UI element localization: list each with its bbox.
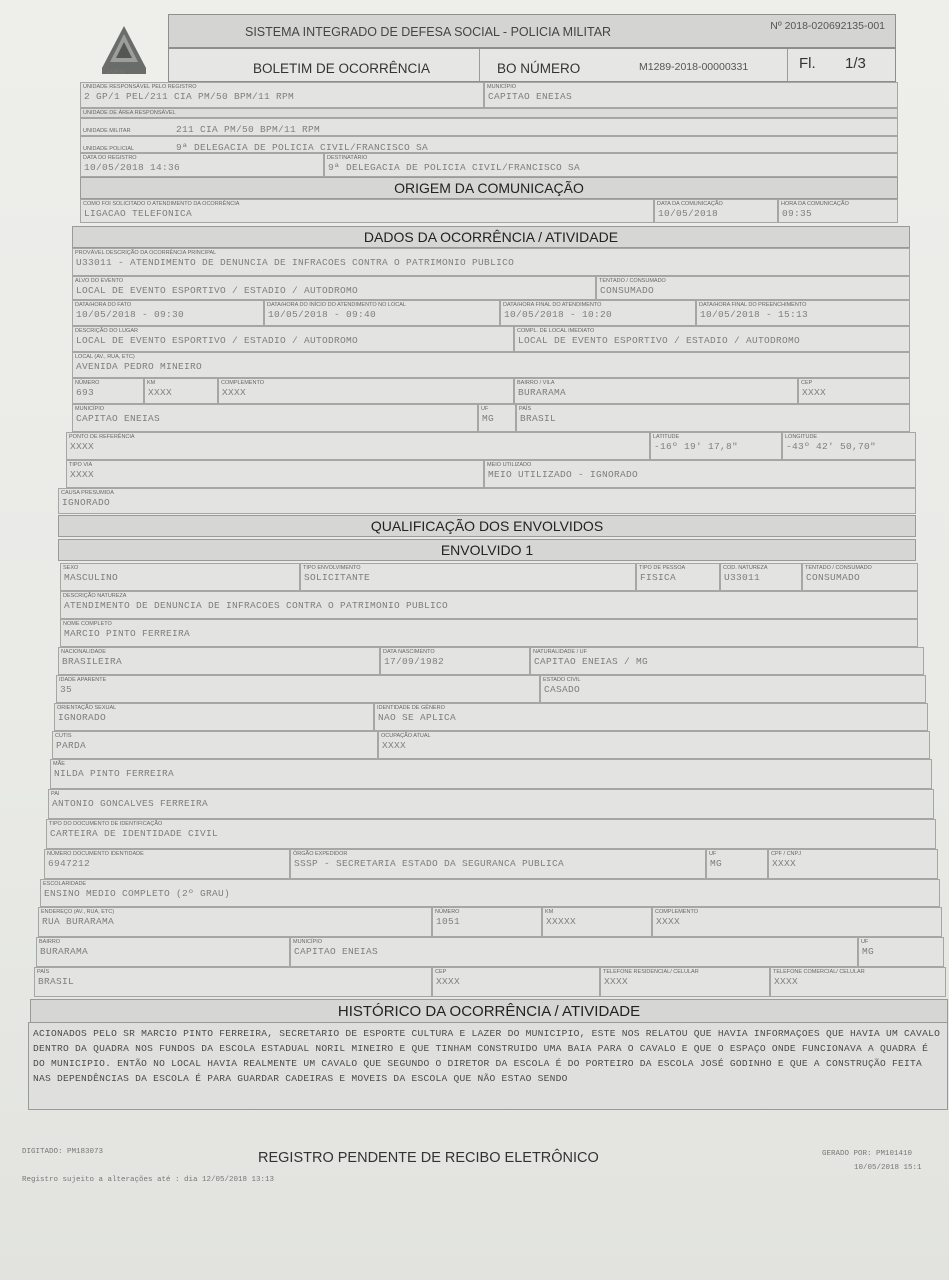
footer-digitado: DIGITADO: PM183073 <box>22 1148 104 1156</box>
field-meio-utilizado: MEIO UTILIZADO MEIO UTILIZADO - IGNORADO <box>484 460 916 488</box>
field-cpf: CPF / CNPJ XXXX <box>768 849 938 879</box>
field-cutis: CUTIS PARDA <box>52 731 378 759</box>
field-data-fato: DATA/HORA DO FATO 10/05/2018 - 09:30 <box>72 300 264 326</box>
field-uf-documento: UF MG <box>706 849 768 879</box>
field-nacionalidade: NACIONALIDADE BRASILEIRA <box>58 647 380 675</box>
field-orgao-expedidor: ÓRGÃO EXPEDIDOR SSSP - SECRETARIA ESTADO DA SEGURANCA PUBLICA <box>290 849 706 879</box>
field-tentado-envolvido: TENTADO / CONSUMADO CONSUMADO <box>802 563 918 591</box>
field-alvo-evento: ALVO DO EVENTO LOCAL DE EVENTO ESPORTIVO / ESTADIO / AUTODROMO <box>72 276 596 300</box>
field-pais: PAÍS BRASIL <box>516 404 910 432</box>
logo-text: TAMEN <box>102 70 126 76</box>
field-tipo-pessoa: TIPO DE PESSOA FISICA <box>636 563 720 591</box>
field-idade-aparente: IDADE APARENTE 35 <box>56 675 540 703</box>
section-envolvidos: QUALIFICAÇÃO DOS ENVOLVIDOS <box>58 515 916 537</box>
footer-gerado-data: 10/05/2018 15:1 <box>854 1164 922 1172</box>
field-km: KM XXXX <box>144 378 218 404</box>
field-mae: MÃE NILDA PINTO FERREIRA <box>50 759 932 789</box>
field-descricao-lugar: DESCRIÇÃO DO LUGAR LOCAL DE EVENTO ESPORTIVO / ESTADIO / AUTODROMO <box>72 326 514 352</box>
field-complemento-endereco: COMPLEMENTO XXXX <box>652 907 942 937</box>
field-identidade-genero: IDENTIDADE DE GÊNERO NAO SE APLICA <box>374 703 928 731</box>
field-destinatario: DESTINATÁRIO 9ª DELEGACIA DE POLICIA CIVIL/FRANCISCO SA <box>324 153 898 177</box>
field-escolaridade: ESCOLARIDADE ENSINO MEDIO COMPLETO (2º GRAU) <box>40 879 940 907</box>
field-cep-envolvido: CEP XXXX <box>432 967 600 997</box>
field-ponto-referencia: PONTO DE REFERÊNCIA XXXX <box>66 432 650 460</box>
field-naturalidade: NATURALIDADE / UF CAPITAO ENEIAS / MG <box>530 647 924 675</box>
field-ocupacao: OCUPAÇÃO ATUAL XXXX <box>378 731 930 759</box>
field-data-preenchimento: DATA/HORA FINAL DO PREENCHIMENTO 10/05/2018 - 15:13 <box>696 300 910 326</box>
field-hora-comunicacao: HORA DA COMUNICAÇÃO 09:35 <box>778 199 898 223</box>
field-municipio: MUNICÍPIO CAPITAO ENEIAS <box>72 404 478 432</box>
field-numero: NÚMERO 693 <box>72 378 144 404</box>
section-origem: ORIGEM DA COMUNICAÇÃO <box>80 177 898 199</box>
field-km-endereco: KM XXXXX <box>542 907 652 937</box>
field-data-inicio: DATA/HORA DO INÍCIO DO ATENDIMENTO NO LOCAL 10/05/2018 - 09:40 <box>264 300 500 326</box>
field-tipo-via: TIPO VIA XXXX <box>66 460 484 488</box>
field-data-comunicacao: DATA DA COMUNICAÇÃO 10/05/2018 <box>654 199 778 223</box>
field-bairro: BAIRRO / VILA BURARAMA <box>514 378 798 404</box>
field-complemento: COMPLEMENTO XXXX <box>218 378 514 404</box>
field-descricao-ocorrencia: PROVÁVEL DESCRIÇÃO DA OCORRÊNCIA PRINCIPAL U33011 - ATENDIMENTO DE DENUNCIA DE INFRACOES CONTRA O PATRIMONIO PUBLICO <box>72 248 910 276</box>
footer-registro-sujeito: Registro sujeito a alterações até : dia 12/05/2018 13:13 <box>22 1176 275 1184</box>
historico-text-box <box>28 1022 948 1110</box>
field-municipio-envolvido: MUNICÍPIO CAPITAO ENEIAS <box>290 937 858 967</box>
section-dados: DADOS DA OCORRÊNCIA / ATIVIDADE <box>72 226 910 248</box>
footer-registro-pendente: REGISTRO PENDENTE DE RECIBO ELETRÔNICO <box>258 1150 599 1166</box>
field-tipo-envolvimento: TIPO ENVOLVIMENTO SOLICITANTE <box>300 563 636 591</box>
bo-title: BOLETIM DE OCORRÊNCIA <box>253 61 431 76</box>
system-header <box>168 14 896 48</box>
field-logradouro: LOCAL (AV., RUA, ETC) AVENIDA PEDRO MINEIRO <box>72 352 910 378</box>
field-como-solicitado: COMO FOI SOLICITADO O ATENDIMENTO DA OCORRÊNCIA LIGACAO TELEFONICA <box>80 199 654 223</box>
field-cep: CEP XXXX <box>798 378 910 404</box>
field-data-registro: DATA DO REGISTRO 10/05/2018 14:36 <box>80 153 324 177</box>
field-cod-natureza: COD. NATUREZA U33011 <box>720 563 802 591</box>
field-data-final: DATA/HORA FINAL DO ATENDIMENTO 10/05/2018 - 10:20 <box>500 300 696 326</box>
field-local-imediato: COMPL. DE LOCAL IMEDIATO LOCAL DE EVENTO ESPORTIVO / ESTADIO / AUTODROMO <box>514 326 910 352</box>
sheet-label: Fl. <box>799 55 816 72</box>
footer-gerado-por: GERADO POR: PM101410 <box>822 1150 913 1158</box>
field-orientacao-sexual: ORIENTAÇÃO SEXUAL IGNORADO <box>54 703 374 731</box>
area-responsavel-heading: UNIDADE DE ÁREA RESPONSÁVEL <box>80 108 898 118</box>
field-numero-endereco: NÚMERO 1051 <box>432 907 542 937</box>
field-tentado-consumado: TENTADO / CONSUMADO CONSUMADO <box>596 276 910 300</box>
field-latitude: LATITUDE -16º 19' 17,8" <box>650 432 782 460</box>
sheet-number: 1/3 <box>845 55 866 72</box>
field-telefone-comercial: TELEFONE COMERCIAL/ CELULAR XXXX <box>770 967 946 997</box>
field-tipo-documento: TIPO DO DOCUMENTO DE IDENTIFICAÇÃO CARTEIRA DE IDENTIDADE CIVIL <box>46 819 936 849</box>
field-uf: UF MG <box>478 404 516 432</box>
field-longitude: LONGITUDE -43º 42' 50,70" <box>782 432 916 460</box>
field-causa-presumida: CAUSA PRESUMIDA IGNORADO <box>58 488 916 514</box>
field-endereco: ENDEREÇO (AV., RUA, ETC) RUA BURARAMA <box>38 907 432 937</box>
field-pais-envolvido: PAÍS BRASIL <box>34 967 432 997</box>
document-number: Nº 2018-020692135-001 <box>770 20 885 32</box>
field-estado-civil: ESTADO CIVIL CASADO <box>540 675 926 703</box>
field-data-nascimento: DATA NASCIMENTO 17/09/1982 <box>380 647 530 675</box>
historico-text: ACIONADOS PELO SR MARCIO PINTO FERREIRA, SECRETARIO DE ESPORTE CULTURA E LAZER DO MUNICIPIO, ESTE NOS RELATOU QUE HAVIA INFORMAÇOES QUE HAVIA UM CAVALO DENTRO DA QUADRA NOS FUNDOS DA ESCOLA ESTADUAL NORIL MINEIRO E QUE TINHAM CONSTRUIDO UMA BAIA PARA O CAVALO E QUE O ESPAÇO ONDE FUNCIONAVA A QUADRA É DO MUNICIPIO. ENTÃO NO LOCAL HAVIA REALMENTE UM CAVALO QUE SEGUNDO O DIRETOR DA ESCOLA É DO PORTEIRO DA ESCOLA JOSÉ GODINHO E QUE A CONSTRUÇÃO FEITA NAS DEPENDÊNCIAS DA ESCOLA É PARA GUARDAR CADEIRAS E MOVEIS DA ESCOLA QUE NÃO ESTAO SENDO <box>33 1028 941 1084</box>
bo-number-label: BO NÚMERO <box>497 61 581 76</box>
section-envolvido-1: ENVOLVIDO 1 <box>58 539 916 561</box>
section-historico: HISTÓRICO DA OCORRÊNCIA / ATIVIDADE <box>30 999 948 1023</box>
field-municipio-registro: MUNICÍPIO CAPITAO ENEIAS <box>484 82 898 108</box>
field-sexo: SEXO MASCULINO <box>60 563 300 591</box>
field-pai: PAI ANTONIO GONCALVES FERREIRA <box>48 789 934 819</box>
field-bairro-envolvido: BAIRRO BURARAMA <box>36 937 290 967</box>
field-unidade-militar: UNIDADE MILITAR 211 CIA PM/50 BPM/11 RPM <box>80 118 898 136</box>
field-uf-envolvido: UF MG <box>858 937 944 967</box>
field-telefone-residencial: TELEFONE RESIDENCIAL/ CELULAR XXXX <box>600 967 770 997</box>
field-numero-documento: NÚMERO DOCUMENTO IDENTIDADE 6947212 <box>44 849 290 879</box>
field-descricao-natureza: DESCRIÇÃO NATUREZA ATENDIMENTO DE DENUNCIA DE INFRACOES CONTRA O PATRIMONIO PUBLICO <box>60 591 918 619</box>
field-nome-completo: NOME COMPLETO MARCIO PINTO FERREIRA <box>60 619 918 647</box>
bo-number: M1289-2018-00000331 <box>639 61 749 73</box>
field-unidade-responsavel: UNIDADE RESPONSÁVEL PELO REGISTRO 2 GP/1 PEL/211 CIA PM/50 BPM/11 RPM <box>80 82 484 108</box>
system-title: SISTEMA INTEGRADO DE DEFESA SOCIAL - POLICIA MILITAR <box>245 25 612 39</box>
field-unidade-policial: UNIDADE POLICIAL 9ª DELEGACIA DE POLICIA CIVIL/FRANCISCO SA <box>80 136 898 153</box>
bo-header <box>168 48 896 82</box>
